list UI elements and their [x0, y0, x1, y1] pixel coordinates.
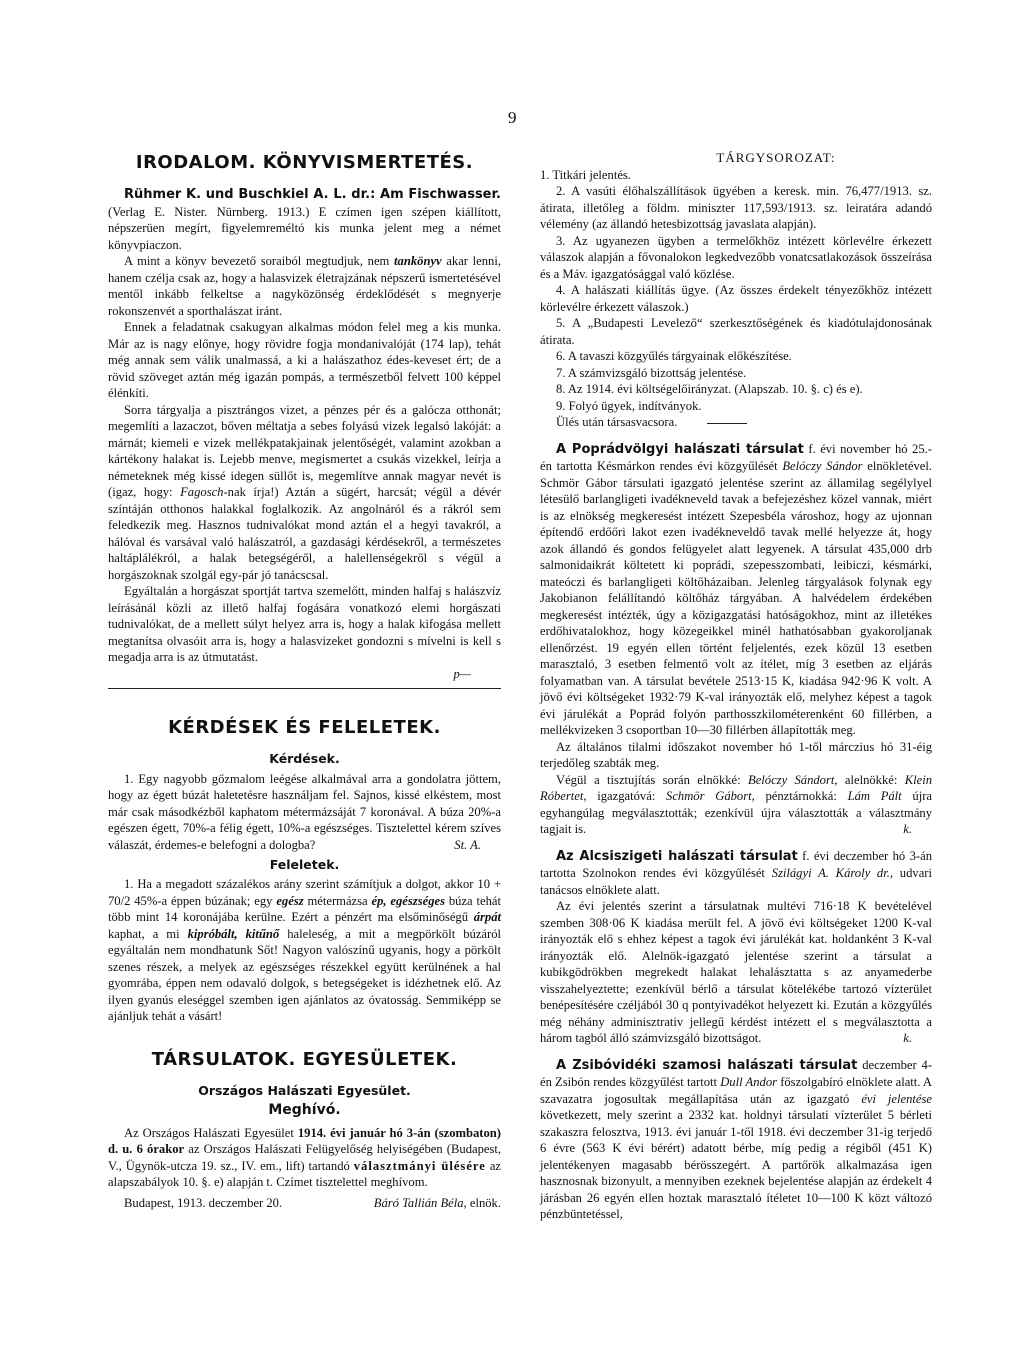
text: alelnökké: — [844, 772, 898, 787]
agenda-item: 6. A tavaszi közgyűlés tárgyainak előkészítése. — [556, 349, 792, 363]
emphasis: Belóczy Sándort, — [748, 772, 838, 787]
paragraph — [108, 253, 501, 319]
divider — [108, 688, 501, 689]
agenda-item: 9. Folyó ügyek, indítványok. — [556, 398, 702, 413]
org-name: A Zsibóvidéki szamosi halászati társulat — [556, 1057, 858, 1073]
invitation-footer — [108, 1195, 501, 1212]
page-number: 9 — [508, 108, 517, 127]
text: 1. Ha a megadott százalékos arány szerint számítjuk a dolgot, akkor 10 + 70/2 45%-a éppen búzának; egy — [108, 877, 501, 908]
signer-role: elnök. — [469, 1195, 501, 1210]
signature: p— — [453, 666, 471, 681]
paragraph: Egyáltalán a horgászat sportját tartva szemelőtt, minden halfaj s halászvíz leírásánál közli az illető halfaj fogására vonatkozó elemi horgászati tudnivalókat, de a mellett súlyt helyez arra is, hogy a halak kifogása mellett megtanítsa olvasóit arra is, hogy a halasvizeket gondozni s mívelni is kell s megadja arra is az útmutatást. — [108, 584, 501, 664]
emphasis: Dull Andor — [720, 1075, 778, 1089]
text: haleleség, a mit a megpörkölt búzáról egyáltalán nem mondhatunk Sőt! Nagyon valószínű ugyanis, hogy a pörkölt szenes részek, a melyek az egészséges részekkel együtt kerülnének a hal gyomrába, éppen nem odavaló dolgok, s betegségeket is idézhetnek elő. Az ilyen gyanús eleséggel szemben igen ajánlatos az óvatosság. Semmiképp se ajánljuk tehát a vásárt! — [108, 926, 501, 1023]
text: St. A. — [454, 838, 481, 852]
text: igazgatóvá: — [597, 789, 656, 803]
answer-1 — [108, 876, 501, 1025]
agenda-closing — [540, 414, 932, 431]
agenda-item: 3. Az ugyanezen ügyben a termelőkhöz intézett körlevélre érkezett válaszok alapján a fővonalokon legkedvezőbb vonatcsatlakozások összeírása és a Máv. igazgatósággal való közlése. — [540, 233, 932, 281]
agenda-item: 4. A halászati kiállítás ügye. (Az összes érdekelt tényezőkhöz intézett körlevélre érkezett válaszok.) — [540, 283, 932, 314]
emphasis: tankönyv — [394, 254, 442, 268]
question-1: 1. Egy nagyobb gőzmalom leégése alkalmával arra a gondolatra jöttem, hogy az égett búzát haletetésre használjam fel. Sajnos, kissé elkéstem, most már csak másodkézből kaphatom métermázsáját 7 koronával. A búza 20%-a egészen égett, 70%-a félig égett, 10%-a egészséges. Tisztelettel kérem szíves válaszát, érdemes-e belefogni a dologba? — [108, 771, 501, 852]
paragraph — [540, 898, 932, 1047]
emphasis: Klein Róbertet, — [540, 772, 932, 803]
invitation-title: Meghívó. — [268, 1102, 341, 1118]
org-name: Az Alcsiszigeti halászati társulat — [556, 848, 798, 864]
paragraph — [540, 772, 932, 838]
book-author: Rühmer K. und Buschkiel A. L. dr.: Am Fischwasser. — [124, 187, 501, 202]
emphasis: kipróbált, kitűnő — [187, 926, 280, 941]
report-zsibo — [540, 1057, 932, 1223]
section-title-kerdesek: KÉRDÉSEK ÉS FELELETEK. — [168, 717, 441, 738]
text: az Országos Halászati Felügyelőség helyiségében (Budapest, V., Ügynök-utcza 19. sz., IV. em., lift) tartandó — [108, 1142, 502, 1173]
signer-line — [374, 1195, 501, 1212]
agenda-item: 5. A „Budapesti Levelező“ szerkesztőségének és kiadótulajdonosának átirata. — [540, 316, 932, 347]
text: (Verlag E. Nister. Nürnberg. 1913.) E czímen igen szépen kiállított, népszerüen megírt, figyelemreméltó kis munka jelent meg a német könyvpiaczon. — [108, 204, 501, 252]
report-alcsisziget — [540, 848, 932, 899]
org-name: Országos Halászati Egyesület. — [198, 1082, 411, 1098]
emphasis: Fagosch — [180, 485, 224, 499]
emphasis: évi jelentése — [861, 1091, 932, 1106]
report-poprad — [540, 441, 932, 739]
paragraph — [108, 186, 501, 253]
text: újra egyhangúlag megválasztották; ezenkívül újra választották a választmány tagjait is. — [540, 789, 933, 836]
emphasis: egész — [276, 893, 304, 908]
org-name: A Poprádvölgyi halászati társulat — [556, 441, 804, 457]
paragraph — [108, 402, 501, 584]
text: búza tehát több mint 14 koronájába kerülne. Ezért a pénzért ma elsőminőségű — [108, 893, 501, 924]
agenda-item: 8. Az 1914. évi költségelőirányzat. (Alapszab. 10. §. c) és e). — [556, 382, 863, 396]
right-column — [540, 150, 932, 1223]
emphasis: Schmör Gábort, — [666, 789, 755, 803]
emphasis: Szilágyi A. Károly dr., — [771, 866, 894, 880]
text: deczember 4-én Zsibón rendes közgyűlést tartott — [540, 1057, 933, 1089]
text: kaphat, a mi — [108, 926, 180, 941]
emphasis: Lám Pált — [847, 789, 902, 803]
text: Az Országos Halászati Egyesület — [124, 1125, 294, 1140]
text: az alapszabályok 10. §. e) alapján t. Czímet tisztelettel meghívom. — [108, 1158, 501, 1189]
section-title-irodalom: IRODALOM. KÖNYVISMERTETÉS. — [135, 152, 474, 173]
signature: k. — [903, 1031, 912, 1045]
agenda-item: 7. A számvizsgáló bizottság jelentése. — [556, 365, 747, 380]
subheading-questions: Kérdések. — [269, 751, 340, 766]
text: Végül a tisztujítás során elnökké: — [556, 772, 741, 787]
emphasis: választmányi ülésére — [353, 1158, 486, 1173]
invitation-body — [108, 1125, 501, 1191]
text: akar lenni, hanem czélja csak az, hogy a halasvizek életrajzának népszerű ismertetésével mentől inkább felkeltse a nagyközönség érdeklődését s megnyerje rokonszenvét a sporthalászat iránt. — [108, 254, 501, 318]
agenda-item: 1. Titkári jelentés. — [540, 167, 631, 182]
text: f. évi november hó 25.-én tartotta Késmárkon rendes évi közgyűlését — [540, 441, 932, 473]
text: métermázsa — [307, 893, 368, 908]
agenda-title: TÁRGYSOROZAT: — [716, 150, 836, 165]
text: Ülés után társasvacsora. — [556, 415, 678, 429]
divider — [707, 423, 747, 424]
text: következett, mely szerint a 2332 kat. holdnyi társulati vízterület 5 bérleti szakaszra felosztva, 1913. évi január 1-től 1918. évi deczember 31-ig terjedő 6 évre (563 K évi bérért) adatott bérbe, míg pedig a régiből (451 K) jelentékenyen magasabb bérösszegért. A partőrök alkalmazása igen hasznosnak bizonyult, a mennyiben ezeknek bejelentése alapján az érdekelt 4 járásban 26 egyén ellen hoztak marasztaló ítéletet 10—100 K közt változó pénzbüntetéssel, — [540, 1108, 932, 1221]
paragraph: Ennek a feladatnak csakugyan alkalmas módon felel meg a kis munka. Már az is nagy előnye, hogy rövidre fogja mondanivalóját (174 lap), tehát még annak sem válik unalmassá, a ki a halászathoz édes-keveset ért; de a rövid szöveget aztán még igazán pompás, a természetből felvett 100 képpel élénkíti. — [108, 320, 501, 400]
subheading-answers: Feleletek. — [269, 856, 340, 872]
emphasis: ép, egészséges — [371, 893, 445, 908]
emphasis: árpát — [473, 910, 502, 924]
section-title-tarsulatok: TÁRSULATOK. EGYESÜLETEK. — [151, 1048, 458, 1070]
emphasis: 1914. évi január hó 3-án (szombaton) d. u. 6 órakor — [108, 1125, 501, 1156]
text: főszolgabíró elnöklete alatt. A szavazatra jogosultak megállapítása után az igazgató — [540, 1075, 933, 1106]
text: -nak írja!) Aztán a sügért, harcsát; végül a dévér színtáján otthonos halakkal foglalkozik. Az angolnáról és a rákról sem feledkezik meg. Hasznos tudnivalókat mond aztán el a hegyi tavakról, a hálóval és varsával való halászatról, a gazdasági kérdésekről, a természetes haltáplálékról, a halak betegségéről, a halellenségekről s végül a horgászoknak szolgál egy-pár jó tanácscsal. — [108, 485, 501, 582]
text: Sorra tárgyalja a pisztrángos vizet, a pénzes pér és a galócza otthonát; megemlíti a lazaczot, bőven méltatja a sebes folyású vizek legalsó lakóját: a márnát; kiemeli e vizek mellékpatakjainak jelentőségét, valamint azokban a kártékony halakat is. Lejebb menve, megismertet a csukás vizekkel, leírja a németeknek még kissé idegen süllőt is, megemlítve annak magyar nevét is (igaz, hogy: — [108, 402, 501, 499]
signature: k. — [903, 822, 912, 836]
text: pénztárnokká: — [765, 789, 837, 803]
text: A mint a könyv bevezető soraiból megtudjuk, nem — [124, 254, 390, 268]
agenda-item: 2. A vasúti élőhalszállítások ügyében a keresk. min. 76,477/1913. sz. átirata, illetőleg a földm. miniszter 117,593/1913. sz. leiratára adandó vélemény (az állandó hetesbizottság javaslata alapján). — [540, 184, 932, 231]
text: elnökletével. Schmör Gábor társulati igazgató jelentése szerint az államilag segélylyel létesülő barlangligeti ivadékneveld tavak a befejezéshez közel vannak, miért is az elnökség megkeresést intézett Szepesbéla városhoz, hogy az ujonnan építendő erdőőri lakot ezen ivadékneveldő tavak mellé helyezze át, hogy azok állandó és gondos felügyelet alatt legyenek. A társulat 435,000 drb salmonidaikrát költetett ki poprádi, szepesszombati, leibiczi, késmárki, mateóczi és barlangligeti költőházaiban. Jelenleg tárgyalások folynak egy Jakobianon felállítandó költőház tárgyában. A halvédelem érdekében megkeresést intézték, úgy a közigazgatási hatóságokhoz, mint az illetékes erdőhivatalokhoz, hogy közegeikkel minél hathatósabban gyakoroljanak ellenőrzést. 19 egyén ellen történt feljelentés, ezek közül 13 esetben marasztaló, 3 esetben felmentő volt az ítélet, míg 3 esetben az eljárás folyamatban van. A társulat bevétele 2513·15 K, kiadása 942·96 K volt. A jövő évi költségeket 1932·79 K-val irányozták elő, melyhez képest a tagok évi járulékát a Poprád folyón parthosszkilométerenként 60 fillérben, a mellékvizeken 3 csoportban 10—30 fillérben állapították meg. — [540, 459, 932, 737]
agenda-list — [540, 167, 932, 431]
date: Budapest, 1913. deczember 20. — [124, 1195, 283, 1210]
text: f. évi deczember hó 3-án tartotta Szolnokon rendes évi közgyűlését — [540, 848, 932, 880]
text: udvari tanácsos elnöklete alatt. — [540, 866, 932, 897]
left-column — [108, 150, 501, 1211]
paragraph: Az általános tilalmi időszakot november hó 1-től márczius hó 31-éig terjedőleg szabták meg. — [540, 739, 932, 770]
emphasis: Belóczy Sándor — [782, 459, 863, 473]
text: Az évi jelentés szerint a társulatnak multévi 716·18 K bevételével szemben 308·06 K kiadása merült fel. A jövő évi költségeket 1200 K-val irányozták elő s ehhez képest a tagok évi járulékát kat. holdanként 3 K-val irányozták elő. Alelnök-igazgató jelentése szerint a társulat a kubikgödrökben megrekedt halakat lehalásztatta s az anyamederbe visszahelyeztette; ezenkívül bérlő a társulat kötelékébe tartozó vízterület benépesítésére czéljából 30 q pontyivadékot helyezett ki. Ezután a közgyűlés még néhány adminisztrativ jellegű kérdést intézett el s megválasztotta a három tagból álló számvizsgáló bizottságot. — [540, 899, 932, 1045]
signer: Báró Tallián Béla, — [373, 1195, 467, 1210]
